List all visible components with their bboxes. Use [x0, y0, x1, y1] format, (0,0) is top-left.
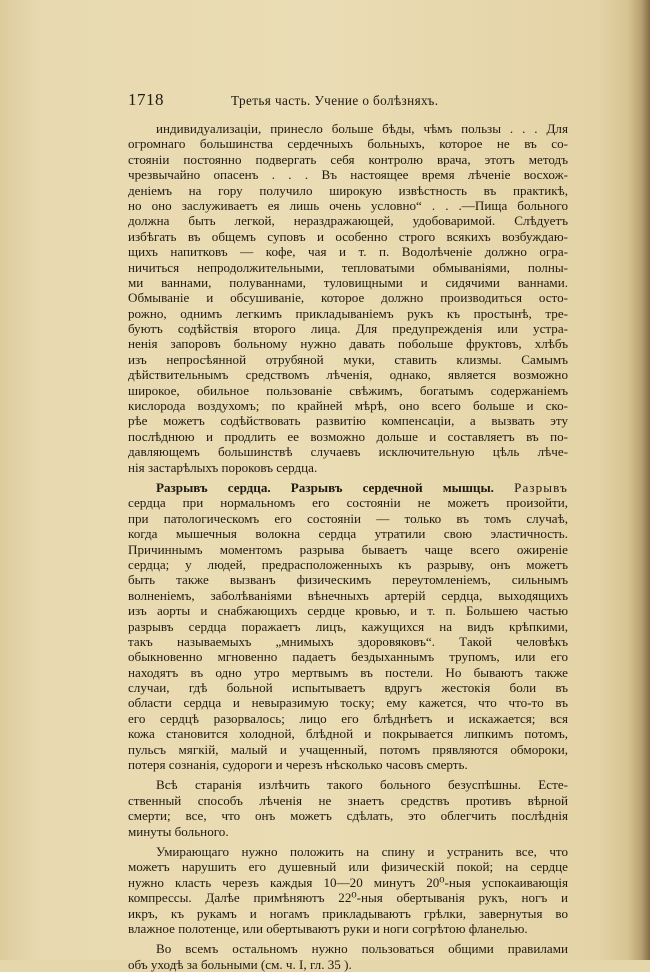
paragraph	[128, 777, 568, 839]
paragraph-line: его сердцѣ разорвалось; лицо его блѣднѣетъ и искажается; вся	[128, 710, 568, 726]
page-header	[128, 90, 568, 110]
paragraph-line: давляющемъ большинствѣ случаевъ исключительную цѣль лѣче-	[128, 444, 568, 460]
paragraph-line: широкое, обильное пользованіе свѣжимъ, богатымъ содержаніемъ	[128, 382, 568, 398]
paragraph-line: потеря сознанія, судороги и черезъ нѣсколько часовъ смерть.	[128, 757, 468, 773]
paragraph-line: изъ аорты и снабжающихъ сердце кровью, и т. п. Большею частью	[128, 603, 568, 619]
paragraph-line: волненіемъ, заболѣваніями вѣнечныхъ артерій сердца, выходящихъ	[128, 587, 568, 603]
paragraph-line: но оно заслуживаетъ ея лишь очень условно“ . . .—Пища больного	[128, 197, 568, 213]
paragraph	[128, 941, 568, 972]
paragraph-line: рѣе можетъ содѣйствовать развитію компенсаціи, а вызвать эту	[128, 413, 568, 429]
heading-tail: Разрывъ	[514, 479, 568, 495]
paragraph-line: находятъ въ одно утро мертвымъ въ постели. Но бываютъ также	[128, 664, 568, 680]
paragraph-line: послѣднюю и продлить ее возможно дольше и составляетъ въ по-	[128, 428, 568, 444]
paragraph-line: ственный способъ лѣченія не знаетъ средствъ противъ вѣрной	[128, 792, 568, 808]
paragraph-line: индивидуализаціи, принесло больше бѣды, чѣмъ пользы . . . Для	[156, 121, 568, 136]
section-heading: Разрывъ сердца.	[156, 479, 271, 495]
paragraph-line: кислорода воздухомъ; по крайней мѣрѣ, оно всего больше и ско-	[128, 398, 568, 414]
page-number: 1718	[128, 90, 164, 109]
paragraph-line: огромнаго большинства сердечныхъ больныхъ, которое не въ со-	[128, 136, 568, 152]
paragraph-line: ненія запоровъ больному нужно давать побольше фруктовъ, хлѣбъ	[128, 336, 568, 352]
paragraph-line: изъ непросѣянной отрубяной муки, ставить клизмы. Самымъ	[128, 351, 568, 367]
paragraph	[128, 121, 568, 475]
paragraph-line: нія застарѣлыхъ пороковъ сердца.	[128, 459, 318, 475]
paragraph-line: Во всемъ остальномъ нужно пользоваться общими правилами	[156, 941, 568, 957]
paragraph-line: минуты больного.	[128, 823, 229, 839]
paragraph-line: должна быть легкой, нераздражающей, удобоваримой. Слѣдуетъ	[128, 213, 568, 229]
paragraph-line: пульсъ мягкій, малый и учащенный, потомъ прявляются обмороки,	[128, 741, 568, 757]
paragraph-line: буютъ содѣйствія второго лица. Для предупрежденія или устра-	[128, 321, 568, 337]
paragraph-line: икръ, къ рукамъ и ногамъ прикладываютъ грѣлки, завернутыя во	[128, 905, 568, 921]
paragraph-line: избѣгать въ общемъ суповъ и особенно строго всякихъ возбуждаю-	[128, 228, 568, 244]
paragraph-line: области сердца и невыразимую тоску; ему кажется, что что-то въ	[128, 695, 568, 711]
paragraph-line: Обмываніе и обсушиваніе, которое должно производиться осто-	[128, 290, 568, 306]
paragraph-line: разрывъ сердца поражаетъ лицъ, кажущихся на видъ крѣпкими,	[128, 618, 568, 634]
paragraph-line: рожно, однимъ легкимъ прикладываніемъ рукъ къ простынѣ, тре-	[128, 305, 568, 321]
text-body	[128, 121, 568, 972]
paragraph-line: деніемъ на гору получило широкую извѣстность въ практикѣ,	[128, 182, 568, 198]
paragraph-line: сердца; у людей, предрасположенныхъ къ разрыву, онъ можетъ	[128, 556, 568, 572]
paragraph-line: обыкновенно мгновенно падаетъ бездыханнымъ трупомъ, или его	[128, 649, 568, 665]
paragraph-line: кожа становится холодной, блѣдной и покрывается липкимъ потомъ,	[128, 726, 568, 742]
section-subheading: Разрывъ сердечной мышцы.	[290, 479, 494, 495]
paragraph-line: Всѣ старанія излѣчить такого больного безуспѣшны. Есте-	[156, 777, 568, 793]
paragraph-line: компрессы. Далѣе примѣняютъ 22⁰-ныя обертыванія рукъ, ногъ и	[128, 890, 568, 906]
paragraph-line: ничиться непродолжительными, тепловатыми обмываніями, полны-	[128, 259, 568, 275]
page-edge-shadow	[628, 0, 650, 960]
paragraph-line: ми ваннами, полуваннами, туловищными и сидячими ваннами.	[128, 274, 568, 290]
paragraph	[128, 844, 568, 936]
paragraph-line: стояніи постоянно подвергать себя контролю врача, этотъ методъ	[128, 151, 568, 167]
paragraph-line: дѣйствительнымъ средствомъ лѣченія, однако, является возможно	[128, 367, 568, 383]
paragraph-line: сердца при нормальномъ его состояніи не можетъ произойти,	[128, 495, 568, 511]
running-title: Третья часть. Учение о болѣзняхъ.	[231, 93, 439, 108]
paragraph-line: объ уходѣ за больными (см. ч. I, гл. 35 ).	[128, 956, 352, 972]
paragraph-line: смерти; все, что онъ можетъ сдѣлать, это облегчить послѣднія	[128, 808, 568, 824]
paragraph-line: чрезвычайно опасенъ . . . Въ настоящее время лѣченіе восхож-	[128, 167, 568, 183]
paragraph-line: быть также вызванъ физическимъ переутомленіемъ, сильнымъ	[128, 572, 568, 588]
paragraph-line: Причиннымъ моментомъ разрыва бываетъ чаще всего ожиреніе	[128, 541, 568, 557]
paragraph-line: нужно класть черезъ каждыя 10—20 минутъ 20⁰-ныя успокаивающія	[128, 874, 568, 890]
paragraph-line: при патологическомъ его состояніи — только въ томъ случаѣ,	[128, 510, 568, 526]
paragraph-line: когда мышечныя волокна сердца утратили свою эластичность.	[128, 526, 568, 542]
paragraph-line: такъ называемыхъ „мнимыхъ здоровяковъ“. Такой человѣкъ	[128, 633, 568, 649]
paragraph-line: влажное полотенце, или обертываютъ руки и ноги согрѣтою фланелью.	[128, 920, 528, 936]
paragraph-line: щихъ напитковъ — кофе, чая и т. п. Водолѣченіе должно огра-	[128, 244, 568, 260]
paragraph-line: Умирающаго нужно положить на спину и устранить все, что	[156, 843, 568, 859]
paragraph-line: можетъ нарушить его душевный или физическій покой; на сердце	[128, 859, 568, 875]
paragraph-heading-section	[128, 480, 568, 772]
paragraph-line	[128, 480, 568, 495]
paragraph-line: случаи, гдѣ больной испытываетъ вдругъ жестокія боли въ	[128, 680, 568, 696]
